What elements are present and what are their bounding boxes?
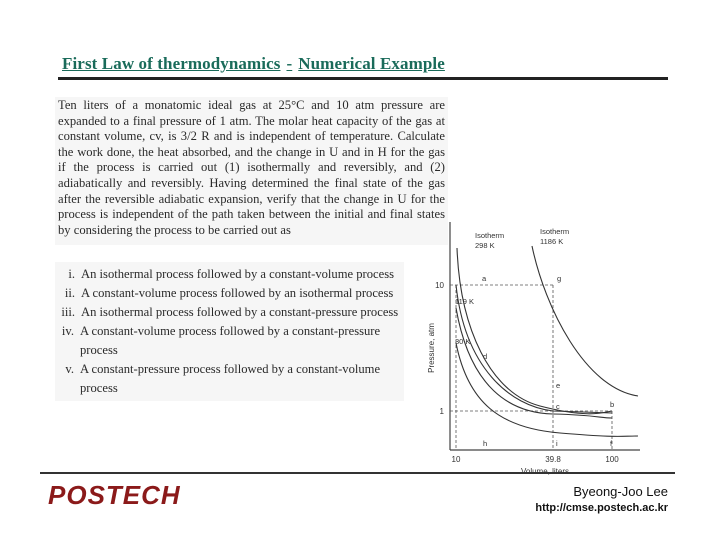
point-label: c bbox=[556, 402, 560, 411]
point-label: i bbox=[556, 439, 558, 448]
isotherm-1186k-temp: 1186 K bbox=[540, 237, 564, 246]
options-list bbox=[55, 262, 404, 401]
postech-logo-mark bbox=[48, 480, 228, 508]
option-item bbox=[57, 322, 402, 360]
option-text: A constant-volume process followed by an isothermal process bbox=[81, 286, 394, 300]
isotherm-1186k-label: Isotherm bbox=[540, 227, 570, 236]
title-sub: Numerical Example bbox=[298, 54, 445, 73]
x-tick-label: 100 bbox=[605, 455, 619, 464]
point-label: d bbox=[483, 352, 488, 361]
footer-divider bbox=[40, 472, 675, 474]
isotherm-298k-label: Isotherm bbox=[475, 231, 505, 240]
option-number: iii. bbox=[61, 305, 75, 319]
pv-diagram-svg bbox=[420, 218, 660, 480]
option-number: ii. bbox=[64, 286, 75, 300]
option-number: v. bbox=[65, 362, 74, 376]
point-label: g bbox=[557, 274, 562, 283]
isotherm-119k-label: 119 K bbox=[455, 297, 475, 306]
problem-text: Ten liters of a monatomic ideal gas at 25°C and 10 atm pressure are expanded to a final pressure of 1 atm. The molar heat capacity of the gas at constant volume, cv, is 3/2 R and is independent of temperature. Calculate the work done, the heat absorbed, and the change in U and in H for the gas if the process is carried out (1) isothermally and reversibly, and (2) adiabatically and reversibly. Having determined the final state of the gas after the reversible adiabatic expansion, verify that the change in U for the process is independent of the path taken between the initial and final states by considering the process to be carried out as bbox=[58, 98, 445, 237]
y-axis-label: Pressure, atm bbox=[427, 323, 436, 373]
option-text: An isothermal process followed by a constant-volume process bbox=[81, 267, 395, 281]
option-number: iv. bbox=[61, 324, 74, 338]
isotherm-1186k-curve bbox=[532, 246, 638, 396]
option-number: i. bbox=[68, 267, 75, 281]
option-text: A constant-volume process followed by a constant-pressure process bbox=[80, 324, 381, 357]
option-text: An isothermal process followed by a constant-pressure process bbox=[81, 305, 399, 319]
option-item bbox=[57, 360, 402, 398]
pv-diagram bbox=[420, 218, 660, 480]
y-tick-label: 1 bbox=[439, 407, 444, 416]
y-tick-label: 10 bbox=[435, 281, 444, 290]
isotherm-30k-label: 30 K bbox=[455, 337, 471, 346]
postech-logo bbox=[48, 480, 228, 513]
option-item bbox=[57, 303, 402, 322]
point-label: h bbox=[483, 439, 488, 448]
title-main: First Law of thermodynamics bbox=[62, 54, 281, 73]
title-divider bbox=[58, 77, 668, 80]
option-item bbox=[57, 265, 402, 284]
problem-statement bbox=[55, 97, 448, 245]
point-label: f bbox=[610, 439, 613, 448]
author-name: Byeong-Joo Lee bbox=[573, 484, 668, 499]
x-tick-label: 10 bbox=[451, 455, 461, 464]
slide-title bbox=[62, 54, 445, 74]
option-text: A constant-pressure process followed by a constant-volume process bbox=[80, 362, 381, 395]
site-url: http://cmse.postech.ac.kr bbox=[535, 502, 668, 514]
point-label: b bbox=[610, 400, 615, 409]
x-tick-label: 39.8 bbox=[545, 455, 561, 464]
isotherm-298k-temp: 298 K bbox=[475, 241, 495, 250]
option-item bbox=[57, 284, 402, 303]
title-separator: - bbox=[286, 54, 293, 73]
point-label: e bbox=[556, 381, 561, 390]
point-label: a bbox=[482, 274, 487, 283]
postech-logo-text: POSTECH bbox=[48, 480, 181, 508]
isotherm-119k-curve bbox=[456, 308, 615, 418]
isotherm-298k-curve bbox=[457, 248, 615, 414]
